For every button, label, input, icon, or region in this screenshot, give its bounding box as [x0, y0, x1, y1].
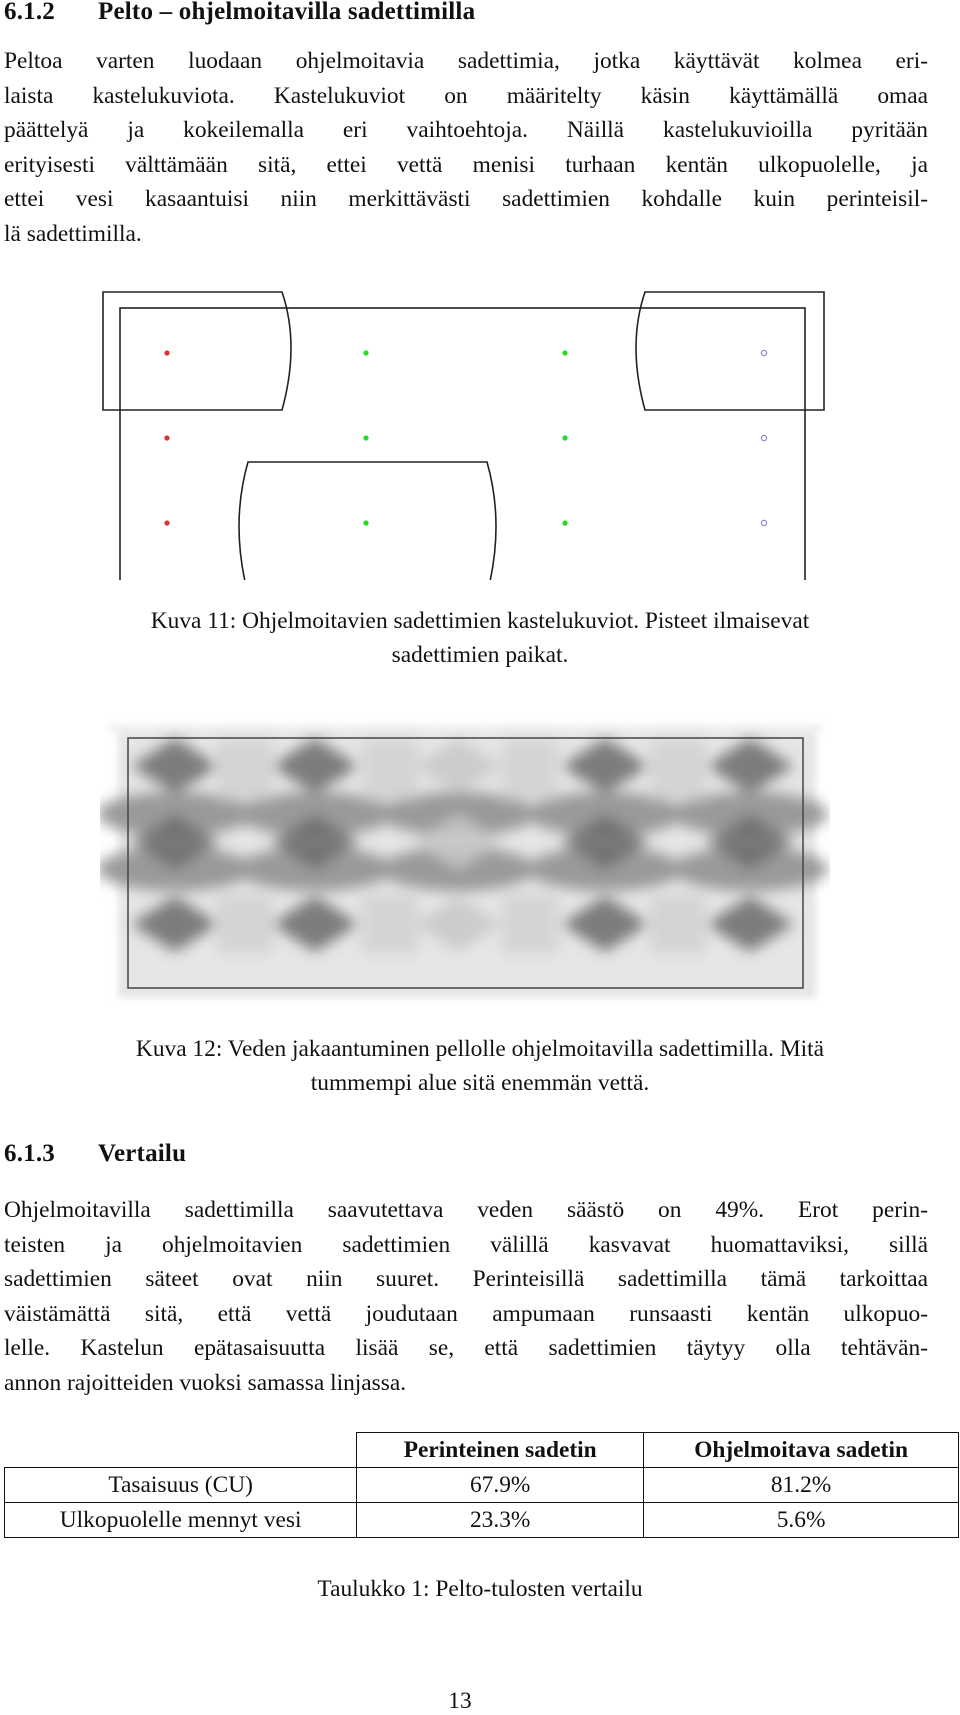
caption-line: sadettimien paikat. — [391, 642, 569, 668]
section-heading-6-1-3 — [4, 1140, 186, 1168]
figure-11-caption — [0, 604, 960, 672]
section-number: 6.1.3 — [4, 1140, 55, 1167]
caption-line: Taulukko 1: Pelto-tulosten vertailu — [317, 1576, 643, 1602]
paragraph-line: lelle. Kastelun epätasaisuutta lisää se, että sadettimien täytyy olla tehtävän- — [4, 1335, 928, 1362]
paragraph-line: lä sadettimilla. — [4, 220, 142, 247]
table-header-cell: Ohjelmoitava sadetin — [644, 1433, 959, 1468]
caption-line: Kuva 12: Veden jakaantuminen pellolle ohjelmoitavilla sadettimilla. Mitä — [135, 1036, 825, 1062]
sprinkler-point — [164, 435, 169, 440]
sprinkler-point — [164, 350, 169, 355]
table-row-label: Ulkopuolelle mennyt vesi — [5, 1503, 357, 1538]
sprinkler-point — [562, 520, 567, 525]
figure-11-sprinkler-patterns — [0, 280, 960, 580]
paragraph-line: Peltoa varten luodaan ohjelmoitavia sadettimia, jotka käyttävät kolmea eri- — [4, 48, 928, 74]
field-outline — [120, 308, 805, 580]
sprinkler-points — [164, 350, 766, 525]
paragraph-line: ettei vesi kasaantuisi niin merkittävästi sadettimien kohdalle kuin perinteisil- — [4, 186, 928, 213]
table-cell: 81.2% — [644, 1468, 959, 1503]
table-row — [5, 1503, 959, 1538]
table-row — [5, 1468, 959, 1503]
sprinkler-point — [164, 520, 169, 525]
paragraph-line: annon rajoitteiden vuoksi samassa linjassa. — [4, 1369, 407, 1396]
figure-12-caption — [0, 1032, 960, 1100]
paragraph-line: sadettimien säteet ovat niin suuret. Perinteisillä sadettimilla tämä tarkoittaa — [4, 1266, 928, 1293]
sprinkler-point — [761, 520, 766, 525]
pattern-right-top — [636, 292, 824, 410]
sprinkler-point — [363, 350, 368, 355]
table-cell: 5.6% — [644, 1503, 959, 1538]
paragraph-pelto-intro — [4, 44, 928, 252]
section-title: Vertailu — [98, 1140, 187, 1167]
table-corner-cell — [5, 1433, 357, 1468]
table-cell: 67.9% — [357, 1468, 644, 1503]
paragraph-vertailu — [4, 1193, 928, 1401]
paragraph-line: erityisesti välttämään sitä, ettei vettä menisi turhaan kentän ulkopuolelle, ja — [4, 151, 928, 178]
sprinkler-point — [363, 435, 368, 440]
paragraph-line: väistämättä sitä, että vettä joudutaan ampumaan runsaasti kentän ulkopuo- — [4, 1300, 928, 1327]
caption-line: tummempi alue sitä enemmän vettä. — [310, 1070, 650, 1096]
paragraph-line: Ohjelmoitavilla sadettimilla saavutettava veden säästö on 49%. Erot perin- — [4, 1197, 928, 1223]
sprinkler-point — [562, 350, 567, 355]
sprinkler-point — [363, 520, 368, 525]
page-number: 13 — [448, 1688, 472, 1714]
sprinkler-point — [562, 435, 567, 440]
results-table — [4, 1432, 959, 1538]
sprinkler-point — [761, 350, 766, 355]
paragraph-line: päättelyä ja kokeilemalla eri vaihtoehtoja. Näillä kastelukuvioilla pyritään — [4, 117, 928, 144]
figure-12-water-distribution — [100, 714, 830, 1012]
sprinkler-point — [761, 435, 766, 440]
section-title: Pelto – ohjelmoitavilla sadettimilla — [98, 0, 476, 25]
table-header-row — [5, 1433, 959, 1468]
pattern-left-top — [103, 292, 291, 410]
table-1-caption — [0, 1572, 960, 1606]
paragraph-line: teisten ja ohjelmoitavien sadettimien välillä kasvavat huomattaviksi, sillä — [4, 1231, 928, 1258]
table-header-cell: Perinteinen sadetin — [357, 1433, 644, 1468]
caption-line: Kuva 11: Ohjelmoitavien sadettimien kastelukuviot. Pisteet ilmaisevat — [150, 608, 810, 634]
section-heading-6-1-2 — [4, 0, 475, 26]
paragraph-line: laista kastelukuviota. Kastelukuviot on määritelty käsin käyttämällä omaa — [4, 82, 928, 109]
table-cell: 23.3% — [357, 1503, 644, 1538]
table-row-label: Tasaisuus (CU) — [5, 1468, 357, 1503]
water-density-pattern — [100, 738, 828, 954]
section-number: 6.1.2 — [4, 0, 55, 25]
